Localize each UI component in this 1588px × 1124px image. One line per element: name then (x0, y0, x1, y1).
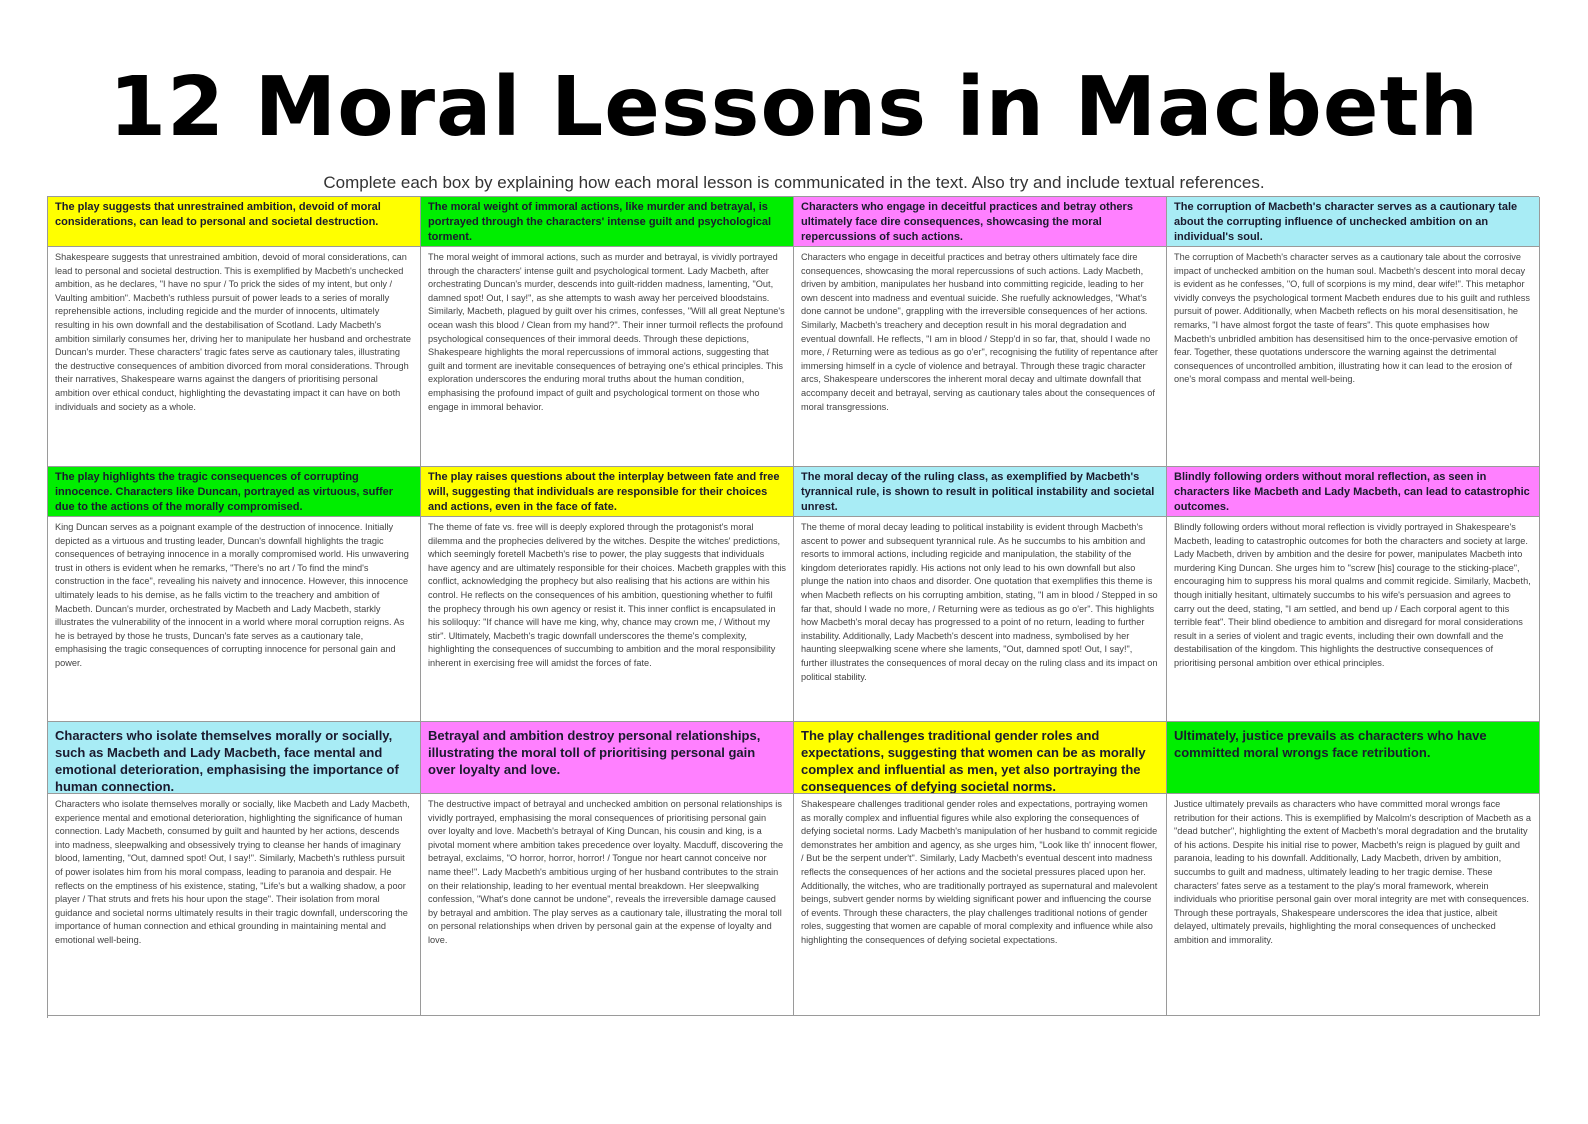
lesson-answer-12[interactable]: Justice ultimately prevails as characters who have committed moral wrongs face retribution for their actions. This is exemplified by Malcolm's description of Macbeth as a "dead butcher", highlighting the extent of Macbeth's moral degradation and the brutality of his actions. Despite his initial rise to power, Macbeth's reign is plagued by guilt and paranoia, leading to his downfall. Additionally, Lady Macbeth, driven by ambition, succumbs to guilt and madness, ultimately leading to her tragic demise. These characters' fates serve as a testament to the play's moral framework, wherein individuals who prioritise personal gain over moral integrity are met with consequences. Through these portrayals, Shakespeare underscores the idea that justice, albeit delayed, ultimately prevails, highlighting the moral consequences of unchecked ambition and immorality. (1167, 794, 1540, 1016)
lesson-heading-10: Betrayal and ambition destroy personal relationships, illustrating the moral toll of prioritising personal gain over loyalty and love. (421, 722, 794, 794)
lesson-heading-12: Ultimately, justice prevails as characters who have committed moral wrongs face retribution. (1167, 722, 1540, 794)
lesson-answer-7[interactable]: The theme of moral decay leading to political instability is evident through Macbeth's ascent to power and subsequent tyrannical rule. As he succumbs to his ambition and resorts to immoral actions, including regicide and manipulation, the stability of the kingdom deteriorates rapidly. His actions not only lead to his own downfall but also plunge the nation into chaos and disorder. One quotation that exemplifies this theme is when Macbeth reflects on his corrupting ambition, stating, "I am in blood / Stepped in so far that, should I wade no more, / Returning were as tedious as go o'er". This highlights how Macbeth's moral decay has progressed to a point of no return, leading to further instability. Additionally, Lady Macbeth's descent into madness, symbolised by her haunting sleepwalking scene where she laments, "Out, damned spot! Out, I say!", further illustrates the consequences of moral decay on the ruling class and its impact on political stability. (794, 517, 1167, 722)
lesson-heading-6: The play raises questions about the interplay between fate and free will, suggesting that individuals are responsible for their choices and actions, even in the face of fate. (421, 467, 794, 517)
lesson-answer-6[interactable]: The theme of fate vs. free will is deeply explored through the protagonist's moral dilemma and the prophecies delivered by the witches. Despite the witches' predictions, which seemingly foretell Macbeth's rise to power, the play suggests that individuals have agency and are ultimately responsible for their choices. Macbeth grapples with this conflict, acknowledging the prophecy but also realising that his actions are within his control. He reflects on the consequences of his ambition, questioning whether to fulfil the prophecy through his own agency or resist it. This inner conflict is encapsulated in his soliloquy: "If chance will have me king, why, chance may crown me, / Without my stir". Ultimately, Macbeth's tragic downfall underscores the theme's complexity, highlighting the consequences of succumbing to ambition and the moral responsibility inherent in exercising free will amidst the forces of fate. (421, 517, 794, 722)
lesson-heading-7: The moral decay of the ruling class, as exemplified by Macbeth's tyrannical rule, is shown to result in political instability and societal unrest. (794, 467, 1167, 517)
lesson-answer-1[interactable]: Shakespeare suggests that unrestrained ambition, devoid of moral considerations, can lead to personal and societal destruction. This is exemplified by Macbeth's unchecked ambition, as he declares, "I have no spur / To prick the sides of my intent, but only / Vaulting ambition". Macbeth's ruthless pursuit of power leads to a series of morally reprehensible actions, including regicide and the murder of innocents, ultimately resulting in his own downfall and the destabilisation of Scotland. Lady Macbeth's ambition similarly consumes her, driving her to manipulate her husband and orchestrate Duncan's murder. These characters' tragic fates serve as cautionary tales, illustrating the destructive consequences of ambition divorced from moral considerations. Through their narratives, Shakespeare warns against the dangers of prioritising personal ambition over ethical conduct, highlighting the devastating impact it can have on both individuals and society as a whole. (48, 247, 421, 467)
lesson-heading-2: The moral weight of immoral actions, like murder and betrayal, is portrayed through the characters' intense guilt and psychological torment. (421, 197, 794, 247)
lesson-answer-5[interactable]: King Duncan serves as a poignant example of the destruction of innocence. Initially depicted as a virtuous and trusting leader, Duncan's downfall highlights the tragic consequences of betraying innocence in a morally compromised world. His unwavering trust in others is evident when he remarks, "There's no art / To find the mind's construction in the face", revealing his naivety and innocence. However, this innocence ultimately leads to his demise, as he falls victim to the treachery and ambition of Macbeth. Duncan's murder, orchestrated by Macbeth and Lady Macbeth, starkly illustrates the vulnerability of the innocent in a world where moral corruption reigns. As he is betrayed by those he trusts, Duncan's fate serves as a cautionary tale, emphasising the tragic consequences of corrupting innocence for personal gain and power. (48, 517, 421, 722)
lesson-heading-4: The corruption of Macbeth's character serves as a cautionary tale about the corrupting influence of unchecked ambition on an individual's soul. (1167, 197, 1540, 247)
lesson-answer-8[interactable]: Blindly following orders without moral reflection is vividly portrayed in Shakespeare's Macbeth, leading to catastrophic outcomes for both the characters and society at large. Lady Macbeth, driven by ambition and the desire for power, manipulates Macbeth into murdering King Duncan. She urges him to "screw [his] courage to the sticking-place", encouraging him to suppress his moral qualms and commit regicide. Similarly, Macbeth, though initially hesitant, ultimately succumbs to his wife's persuasion and agrees to carry out the deed, stating, "I am settled, and bend up / Each corporal agent to this terrible feat". Their blind obedience to ambition and disregard for moral considerations result in a series of violent and tragic events, including their own downfall and the destabilisation of the kingdom. This highlights the destructive consequences of prioritising personal ambition over ethical principles. (1167, 517, 1540, 722)
instructions: Complete each box by explaining how each moral lesson is communicated in the text. Also try and include textual references. (323, 173, 1265, 192)
lessons-grid (47, 196, 1539, 1018)
lesson-answer-10[interactable]: The destructive impact of betrayal and unchecked ambition on personal relationships is vividly portrayed, emphasising the moral consequences of prioritising personal gain over loyalty and love. Macbeth's betrayal of King Duncan, his cousin and king, is a pivotal moment where ambition takes precedence over loyalty. Macduff, discovering the betrayal, exclaims, "O horror, horror, horror! / Tongue nor heart cannot conceive nor name thee!". Lady Macbeth's ambitious urging of her husband contributes to the strain on their relationship, leading to her eventual mental breakdown. Her sleepwalking confession, "What's done cannot be undone", reveals the irreversible damage caused by betrayal and ambition. The play serves as a cautionary tale, illustrating the moral toll on personal relationships when driven by personal gain at the expense of loyalty and love. (421, 794, 794, 1016)
lesson-heading-11: The play challenges traditional gender roles and expectations, suggesting that women can be as morally complex and influential as men, yet also portraying the consequences of defying societal norms. (794, 722, 1167, 794)
lesson-heading-9: Characters who isolate themselves morally or socially, such as Macbeth and Lady Macbeth, face mental and emotional deterioration, emphasising the importance of human connection. (48, 722, 421, 794)
lesson-answer-11[interactable]: Shakespeare challenges traditional gender roles and expectations, portraying women as morally complex and influential figures while also exploring the consequences of defying societal norms. Lady Macbeth's manipulation of her husband to commit regicide demonstrates her ambition and agency, as she urges him, "Look like th' innocent flower, / But be the serpent under't". Similarly, Lady Macbeth's eventual descent into madness reflects the consequences of her actions and the societal pressures placed upon her. Additionally, the witches, who are traditionally portrayed as supernatural and malevolent beings, subvert gender norms by wielding significant power and influencing the course of events. Through these characters, the play challenges traditional notions of gender roles, suggesting that women are capable of moral complexity and influence while also highlighting the consequences of defying societal expectations. (794, 794, 1167, 1016)
lesson-heading-3: Characters who engage in deceitful practices and betray others ultimately face dire consequences, showcasing the moral repercussions of such actions. (794, 197, 1167, 247)
lesson-heading-1: The play suggests that unrestrained ambition, devoid of moral considerations, can lead to personal and societal destruction. (48, 197, 421, 247)
lesson-answer-9[interactable]: Characters who isolate themselves morally or socially, like Macbeth and Lady Macbeth, experience mental and emotional deterioration, highlighting the significance of human connection. Lady Macbeth, consumed by guilt and haunted by her actions, descends into madness, sleepwalking and obsessively trying to cleanse her hands of imaginary blood, lamenting, "Out, damned spot! Out, I say!". Similarly, Macbeth's ruthless pursuit of power isolates him from his moral compass, leading to paranoia and despair. He reflects on the emptiness of his existence, stating, "Life's but a walking shadow, a poor player / That struts and frets his hour upon the stage". Their isolation from moral guidance and societal norms ultimately results in their tragic downfall, underscoring the importance of human connection and ethical grounding in maintaining mental and emotional well-being. (48, 794, 421, 1016)
lesson-heading-5: The play highlights the tragic consequences of corrupting innocence. Characters like Duncan, portrayed as virtuous, suffer due to the actions of the morally compromised. (48, 467, 421, 517)
lesson-heading-8: Blindly following orders without moral reflection, as seen in characters like Macbeth and Lady Macbeth, can lead to catastrophic outcomes. (1167, 467, 1540, 517)
lesson-answer-3[interactable]: Characters who engage in deceitful practices and betray others ultimately face dire consequences, showcasing the moral repercussions of such actions. Lady Macbeth, driven by ambition, manipulates her husband into committing regicide, leading to her own descent into madness and eventual suicide. She ruefully acknowledges, "What's done cannot be undone", grappling with the irreversible consequences of her actions. Similarly, Macbeth's treachery and deception result in his moral degradation and eventual downfall. He reflects, "I am in blood / Stepp'd in so far, that, should I wade no more, / Returning were as tedious as go o'er", recognising the futility of repentance after immersing himself in a cycle of violence and betrayal. Through these tragic character arcs, Shakespeare underscores the inherent moral decay and ultimate downfall that accompany deceit and betrayal, serving as cautionary tales about the consequences of moral transgressions. (794, 247, 1167, 467)
page-title: 12 Moral Lessons in Macbeth (108, 60, 1480, 155)
lesson-answer-2[interactable]: The moral weight of immoral actions, such as murder and betrayal, is vividly portrayed through the characters' intense guilt and psychological torment. Lady Macbeth, after orchestrating Duncan's murder, descends into guilt-ridden madness, lamenting, "Out, damned spot! Out, I say!", as she attempts to wash away her perceived bloodstains. Similarly, Macbeth, plagued by guilt over his crimes, confesses, "Will all great Neptune's ocean wash this blood / Clean from my hand?". Their inner turmoil reflects the profound psychological consequences of their immoral deeds. Through these depictions, Shakespeare highlights the moral repercussions of immoral actions, suggesting that guilt and torment are inevitable consequences of betraying one's ethical principles. This exploration underscores the enduring moral truths about the human condition, emphasising the profound impact of guilt and psychological torment on those who engage in immoral behavior. (421, 247, 794, 467)
lesson-answer-4[interactable]: The corruption of Macbeth's character serves as a cautionary tale about the corrosive impact of unchecked ambition on the human soul. Macbeth's descent into moral decay is evident as he confesses, "O, full of scorpions is my mind, dear wife!". This metaphor vividly conveys the psychological torment Macbeth endures due to his guilt and ruthless pursuit of power. Additionally, when Macbeth reflects on his moral desensitisation, he remarks, "I have almost forgot the taste of fears". This quote emphasises how Macbeth's unbridled ambition has desensitised him to the once-pervasive emotion of fear. Together, these quotations underscore the warning against the detrimental consequences of uncontrolled ambition, illustrating how it can lead to the erosion of one's moral compass and mental well-being. (1167, 247, 1540, 467)
